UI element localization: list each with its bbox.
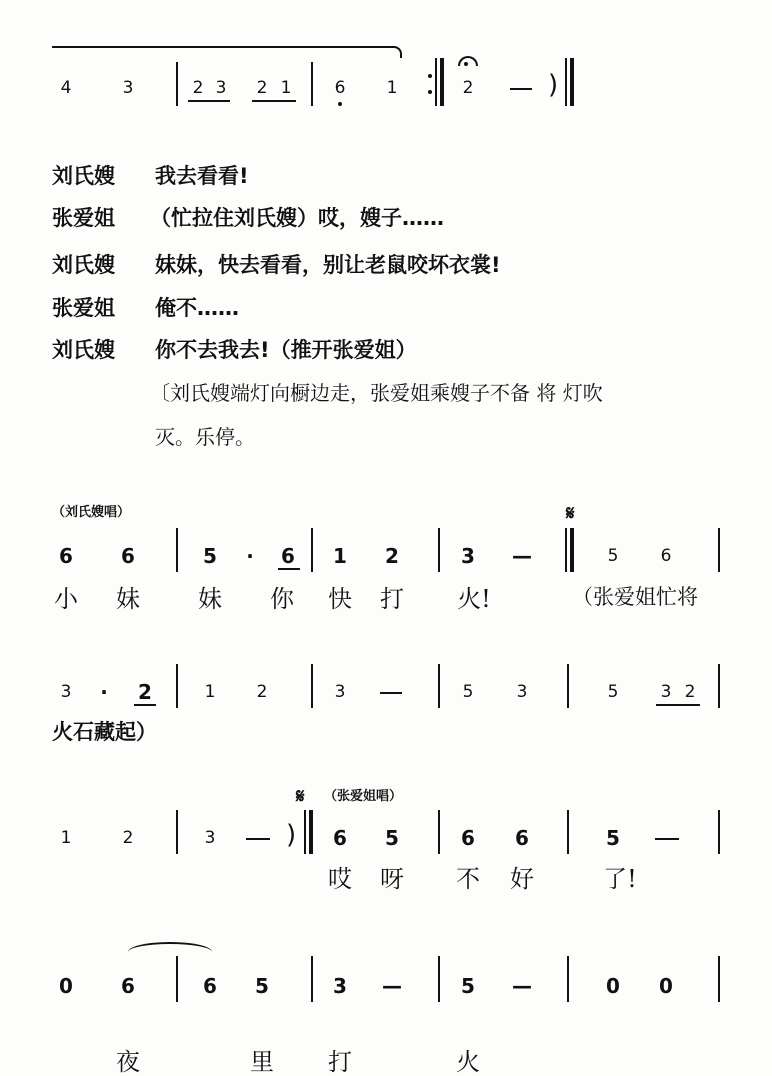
- stage-direction: 灭。乐停。: [155, 425, 255, 449]
- bar-line: [718, 528, 720, 572]
- note: 2: [684, 682, 696, 702]
- underline: [252, 100, 296, 102]
- bar-line: [565, 528, 567, 572]
- bar-line: [567, 956, 569, 1002]
- bar-line: [176, 528, 178, 572]
- dialogue-line: 妹妹，快去看看，别让老鼠咬坏衣裳!: [155, 253, 501, 277]
- speaker-name: 刘氏嫂: [52, 164, 115, 188]
- note: 6: [121, 974, 135, 998]
- singer-label: （刘氏嫂唱）: [52, 505, 131, 520]
- bar-line: [438, 664, 440, 708]
- underline: [656, 704, 700, 706]
- note: 3: [204, 828, 216, 848]
- underline: [278, 568, 300, 570]
- note: 5: [462, 682, 474, 702]
- speaker-name: 张爱姐: [52, 296, 115, 320]
- note: 6: [334, 78, 346, 98]
- bar-line: [565, 58, 567, 106]
- fermata-dot: [464, 62, 468, 66]
- note: 6: [333, 826, 347, 850]
- stage-direction: 〔刘氏嫂端灯向橱边走，张爱姐乘嫂子不备 将 灯吹: [150, 381, 603, 405]
- lyric-char: 里: [250, 1048, 274, 1076]
- speaker-name: 张爱姐: [52, 206, 115, 230]
- bar-line-thick: [440, 58, 444, 106]
- note: 5: [607, 546, 619, 566]
- underline: [188, 100, 230, 102]
- lyric-char: 快: [328, 585, 352, 613]
- note: 0: [59, 974, 73, 998]
- lyric-char: 打: [328, 1048, 352, 1076]
- lyric-char: 打: [380, 585, 404, 613]
- dash: [246, 838, 270, 840]
- bar-line: [718, 956, 720, 1002]
- note: 3: [516, 682, 528, 702]
- dash: —: [382, 974, 402, 998]
- note: 5: [607, 682, 619, 702]
- bar-line: [438, 528, 440, 572]
- note: 3: [215, 78, 227, 98]
- note: 1: [204, 682, 216, 702]
- note: 6: [515, 826, 529, 850]
- lyric-char: 火: [456, 1048, 480, 1076]
- note: 3: [122, 78, 134, 98]
- note: 6: [59, 544, 73, 568]
- dash: [380, 692, 402, 694]
- dash: —: [512, 974, 532, 998]
- lyric-char: 哎: [328, 865, 352, 893]
- bar-line: [176, 810, 178, 854]
- dash: —: [512, 544, 532, 568]
- note: 5: [255, 974, 269, 998]
- note: 1: [333, 544, 347, 568]
- close-paren: ): [548, 70, 559, 100]
- note: 3: [461, 544, 475, 568]
- note: 0: [659, 974, 673, 998]
- note: 2: [122, 828, 134, 848]
- repeat-dot: [428, 74, 432, 78]
- dash: [510, 88, 532, 90]
- tie-arc: [128, 942, 212, 962]
- dash: [655, 838, 679, 840]
- note: 1: [280, 78, 292, 98]
- note: 6: [461, 826, 475, 850]
- bar-line: [304, 810, 306, 854]
- bar-line-thick: [570, 58, 574, 106]
- bar-line: [311, 62, 313, 106]
- note: 3: [334, 682, 346, 702]
- slur-line: [52, 46, 394, 48]
- note: 3: [60, 682, 72, 702]
- bar-line: [718, 664, 720, 708]
- note: 2: [256, 682, 268, 702]
- bar-line: [567, 664, 569, 708]
- note: 5: [385, 826, 399, 850]
- dialogue-line: （忙拉住刘氏嫂）哎，嫂子……: [150, 206, 444, 230]
- lyric-char: 好: [510, 865, 534, 893]
- lyric-char: 呀: [380, 865, 404, 893]
- dialogue-line: 俺不……: [155, 296, 239, 320]
- bar-line: [311, 528, 313, 572]
- note: 4: [60, 78, 72, 98]
- lyric-char: 火!: [457, 585, 491, 613]
- lyric-char: 不: [456, 865, 480, 893]
- dialogue-line: 你不去我去!（推开张爱姐）: [155, 338, 417, 362]
- bar-line: [567, 810, 569, 854]
- speaker-name: 刘氏嫂: [52, 253, 115, 277]
- speaker-name: 刘氏嫂: [52, 338, 115, 362]
- note: 5: [606, 826, 620, 850]
- dot: ·: [246, 544, 254, 568]
- bar-line: [435, 58, 437, 106]
- stage-direction: （张爱姐忙将: [572, 585, 698, 609]
- bar-line: [176, 664, 178, 708]
- note: 3: [660, 682, 672, 702]
- note: 1: [60, 828, 72, 848]
- note: 2: [462, 78, 474, 98]
- dot: ·: [100, 680, 108, 704]
- note: 1: [386, 78, 398, 98]
- lyric-char: 小: [54, 585, 78, 613]
- slur-hook: [392, 46, 402, 58]
- repeat-dot: [428, 90, 432, 94]
- underline: [134, 704, 156, 706]
- stage-direction: 火石藏起）: [52, 720, 157, 744]
- bar-line: [718, 810, 720, 854]
- note: 2: [385, 544, 399, 568]
- note: 2: [192, 78, 204, 98]
- note: 6: [203, 974, 217, 998]
- low-dot: [338, 102, 342, 106]
- lyric-char: 妹: [116, 585, 140, 613]
- bar-line: [311, 956, 313, 1002]
- fermata-icon: [458, 56, 478, 66]
- note: 5: [461, 974, 475, 998]
- dialogue-line: 我去看看!: [155, 164, 249, 188]
- bar-line: [438, 810, 440, 854]
- bar-line: [311, 664, 313, 708]
- bar-line-thick: [309, 810, 313, 854]
- lyric-char: 妹: [198, 585, 222, 613]
- note: 3: [333, 974, 347, 998]
- note: 2: [256, 78, 268, 98]
- note: 5: [203, 544, 217, 568]
- bar-line-thick: [570, 528, 574, 572]
- note: 2: [138, 680, 152, 704]
- lyric-char: 你: [270, 585, 294, 613]
- segno-icon: 𝄋: [296, 784, 305, 808]
- note: 6: [121, 544, 135, 568]
- bar-line: [438, 956, 440, 1002]
- bar-line: [176, 956, 178, 1002]
- segno-icon: 𝄋: [566, 501, 575, 525]
- note: 6: [281, 544, 295, 568]
- bar-line: [176, 62, 178, 106]
- close-paren: ): [286, 820, 297, 850]
- lyric-char: 了!: [603, 865, 637, 893]
- singer-label: （张爱姐唱）: [324, 789, 403, 804]
- lyric-char: 夜: [116, 1048, 140, 1076]
- note: 0: [606, 974, 620, 998]
- note: 6: [660, 546, 672, 566]
